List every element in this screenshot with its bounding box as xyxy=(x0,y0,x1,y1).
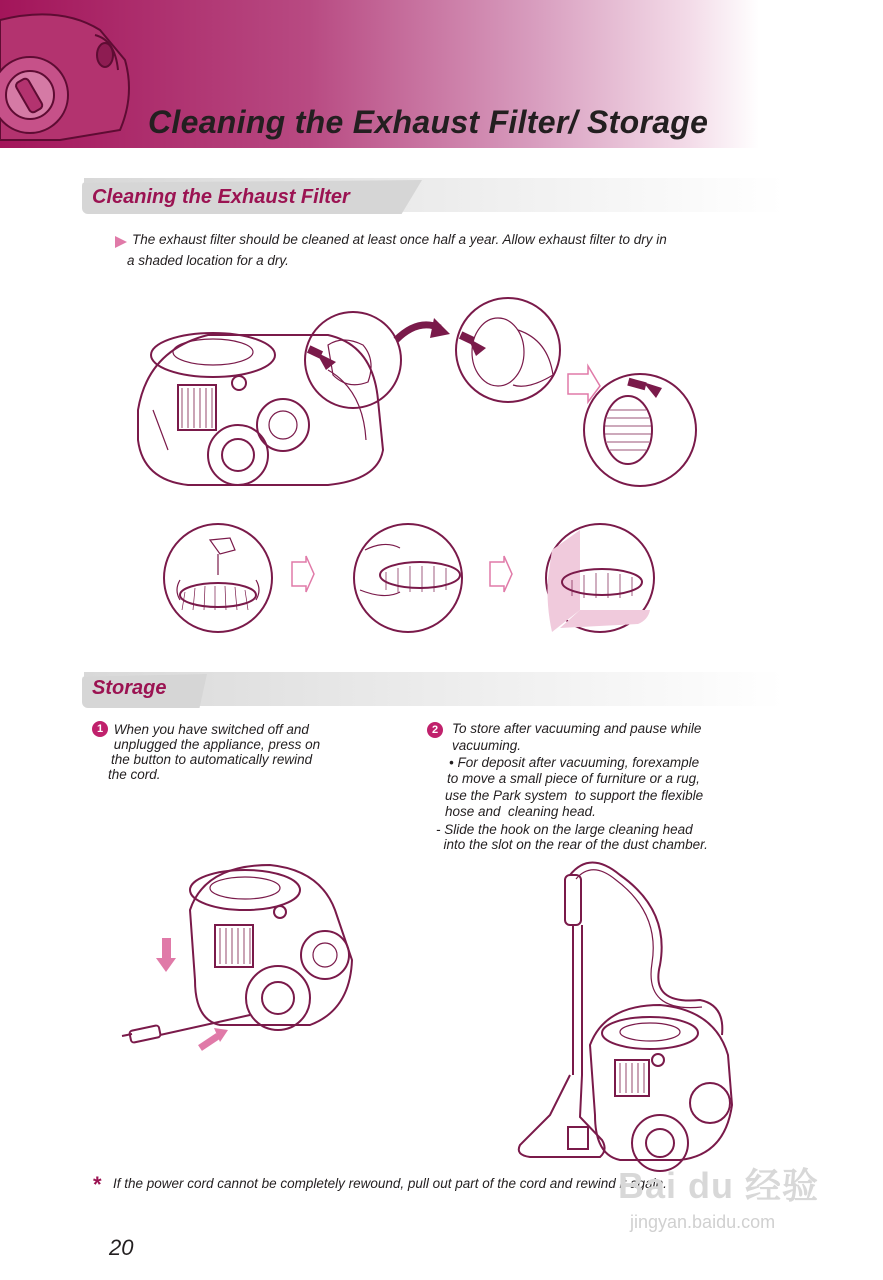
step-2-line-1: To store after vacuuming and pause while xyxy=(452,721,702,736)
footnote-marker: * xyxy=(93,1172,102,1197)
intro-line-2: a shaded location for a dry. xyxy=(127,253,289,268)
watermark-logo: Bai du 经验 xyxy=(618,1165,820,1206)
exhaust-filter-removal-illustration xyxy=(128,290,708,500)
section-title-exhaust: Cleaning the Exhaust Filter xyxy=(92,186,350,208)
step-1-line-4: the cord. xyxy=(108,767,161,782)
step-2-line-4: to move a small piece of furniture or a rug, xyxy=(447,771,700,786)
detail-circle-2 xyxy=(456,298,560,402)
step-2-line-8: into the slot on the rear of the dust chamber. xyxy=(436,837,708,852)
step-1-number: 1 xyxy=(92,721,108,737)
triangle-bullet-icon xyxy=(114,235,128,249)
step-1-line-2: unplugged the appliance, press on xyxy=(110,737,321,752)
vacuum-corner-illustration xyxy=(0,0,150,148)
step-1-line-3: the button to automatically rewind xyxy=(111,752,313,767)
page-title: Cleaning the Exhaust Filter/ Storage xyxy=(148,104,709,140)
vacuum-body-drawing xyxy=(138,333,383,485)
watermark-url: jingyan.baidu.com xyxy=(630,1212,776,1232)
filter-wash-dry-illustration xyxy=(160,520,670,640)
step-2-line-3: • For deposit after vacuuming, forexample xyxy=(449,755,700,770)
dry-circle xyxy=(546,524,654,632)
page-number: 20 xyxy=(109,1235,134,1260)
intro-line-1: The exhaust filter should be cleaned at least once half a year. Allow exhaust filter to dry in xyxy=(132,232,667,247)
step-2-line-5: use the Park system to support the flexible xyxy=(445,788,704,803)
step-2-line-2: vacuuming. xyxy=(452,738,522,753)
cord-rewind-illustration xyxy=(120,860,360,1060)
step-2-line-6: hose and cleaning head. xyxy=(445,804,596,819)
wash-circle xyxy=(164,524,272,632)
shake-circle xyxy=(354,524,462,632)
park-system-illustration xyxy=(510,855,740,1180)
detail-circle-3 xyxy=(584,374,696,486)
step-2-number: 2 xyxy=(427,722,443,738)
footnote-text: If the power cord cannot be completely rewound, pull out part of the cord and rewind it again. xyxy=(113,1176,667,1191)
step-2-line-7: - Slide the hook on the large cleaning head xyxy=(436,822,693,837)
section-title-storage: Storage xyxy=(92,677,167,699)
step-1-line-1: When you have switched off and xyxy=(110,722,309,737)
